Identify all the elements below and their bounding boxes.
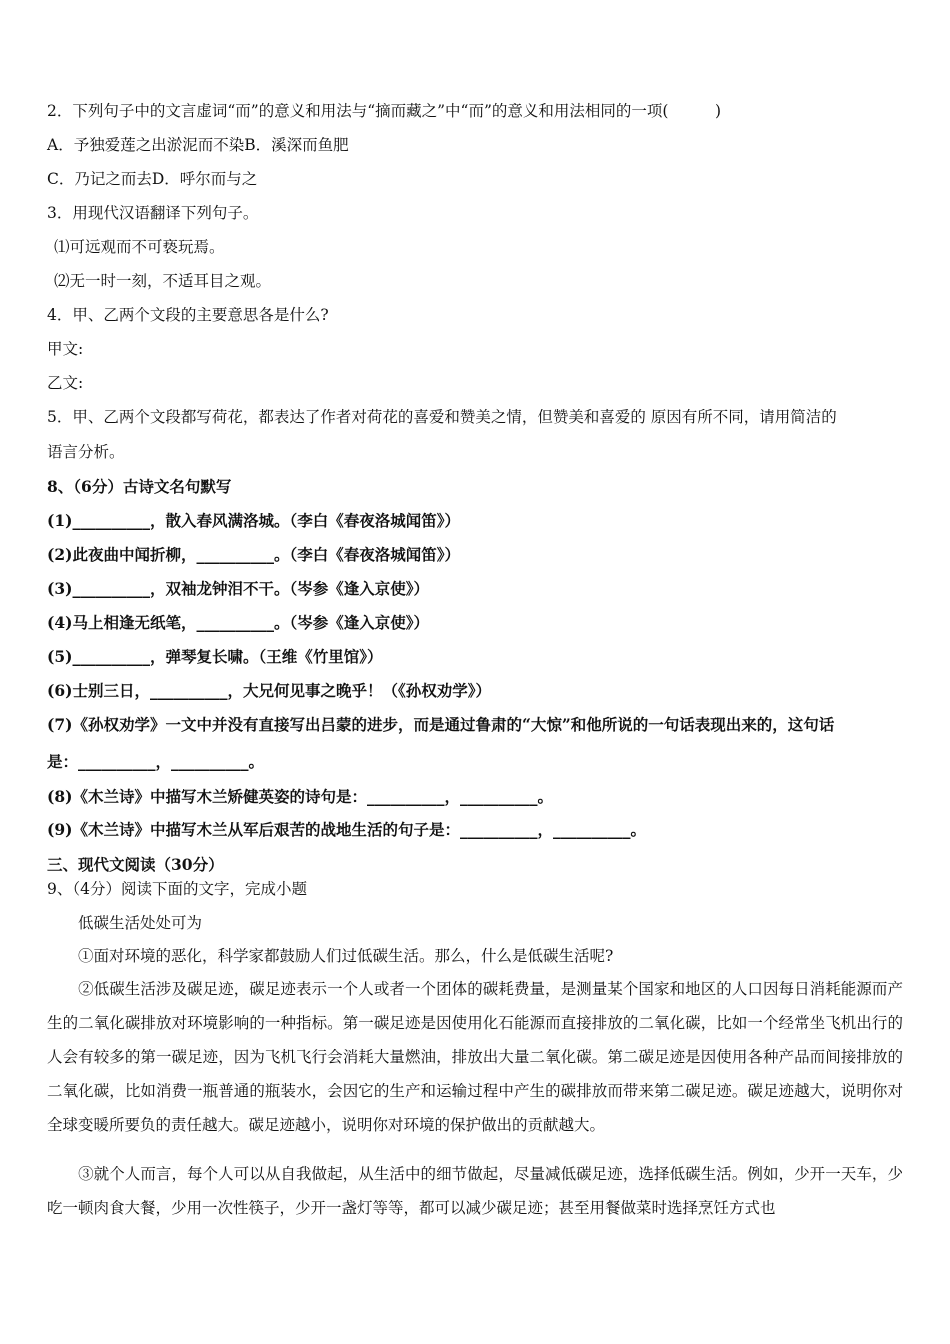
article-paragraph-2-text: ②低碳生活涉及碳足迹，碳足迹表示一个人或者一个团体的碳耗费量，是测量某个国家和地区的人口因每日消耗能源而产生的二氧化碳排放对环境影响的一种指标。第一碳足迹是因使用化石能源而直接排放的二氧化碳，比如一个经常坐飞机出行的人会有较多的第一碳足迹，因为飞机飞行会消耗大量燃油，排放出大量二氧化碳。第二碳足迹是因使用各种产品而间接排放的二氧化碳，比如消费一瓶普通的瓶装水，会因它的生产和运输过程中产生的碳排放而带来第二碳足迹。碳足迹越大，说明你对全球变暖所要负的责任越大。碳足迹越小，说明你对环境的保护做出的贡献越大。: [47, 980, 903, 1134]
article-paragraph-1: ①面对环境的恶化，科学家都鼓励人们过低碳生活。那么，什么是低碳生活呢?: [78, 947, 614, 965]
q9-header: 9、（4分）阅读下面的文字，完成小题: [47, 880, 307, 898]
q3-item-2: ⑵无一时一刻，不适耳目之观。: [54, 272, 272, 290]
q8-item-3: (3)__________，双袖龙钟泪不干。（岑参《逢入京使》）: [47, 579, 429, 598]
q3-stem: 3．用现代汉语翻译下列句子。: [47, 204, 259, 222]
q8-item-7-cont: 是：__________，__________。: [47, 752, 265, 771]
q5-stem-line-2: 语言分析。: [47, 443, 125, 461]
article-paragraph-3-text: ③就个人而言，每个人可以从自我做起，从生活中的细节做起，尽量减低碳足迹，选择低碳生活。例如，少开一天车，少吃一顿肉食大餐，少用一次性筷子，少开一盏灯等等，都可以减少碳足迹；甚至用餐做菜时选择烹饪方式也: [47, 1165, 903, 1217]
q8-item-2: (2)此夜曲中闻折柳，__________。（李白《春夜洛城闻笛》）: [47, 545, 460, 564]
section-3-title: 三、现代文阅读（30分）: [47, 855, 224, 874]
q5-stem-line-1: 5．甲、乙两个文段都写荷花，都表达了作者对荷花的喜爱和赞美之情，但赞美和喜爱的 原因有所不同，请用简洁的: [47, 408, 837, 426]
q2-options-ab: A．予独爱莲之出淤泥而不染B．溪深而鱼肥: [47, 136, 349, 154]
article-paragraph-3: [47, 1157, 903, 1225]
q8-header: 8、（6分）古诗文名句默写: [47, 477, 232, 496]
q8-item-1: (1)__________，散入春风满洛城。（李白《春夜洛城闻笛》）: [47, 511, 460, 530]
q4-jia-label: 甲文:: [47, 340, 84, 358]
q4-stem: 4．甲、乙两个文段的主要意思各是什么?: [47, 306, 329, 324]
article-paragraph-2: [47, 972, 903, 1142]
q8-item-6: (6)士别三日，__________，大兄何见事之晚乎！（《孙权劝学》）: [47, 681, 491, 700]
q2-stem: 2．下列句子中的文言虚词“而”的意义和用法与“摘而藏之”中“而”的意义和用法相同的一项( ): [47, 102, 722, 120]
q8-item-7: (7)《孙权劝学》一文中并没有直接写出吕蒙的进步，而是通过鲁肃的“大惊”和他所说的一句话表现出来的，这句话: [47, 715, 835, 734]
article-title: 低碳生活处处可为: [78, 914, 203, 932]
q3-item-1: ⑴可远观而不可亵玩焉。: [54, 238, 225, 256]
q4-yi-label: 乙文:: [47, 374, 84, 392]
q2-options-cd: C．乃记之而去D．呼尔而与之: [47, 170, 258, 188]
q8-item-8: (8)《木兰诗》中描写木兰矫健英姿的诗句是：__________，__________。: [47, 787, 553, 806]
q8-item-5: (5)__________，弹琴复长啸。（王维《竹里馆》）: [47, 647, 383, 666]
q8-item-9: (9)《木兰诗》中描写木兰从军后艰苦的战地生活的句子是：__________，__________。: [47, 820, 646, 839]
q8-item-4: (4)马上相逢无纸笔，__________。（岑参《逢入京使》）: [47, 613, 429, 632]
